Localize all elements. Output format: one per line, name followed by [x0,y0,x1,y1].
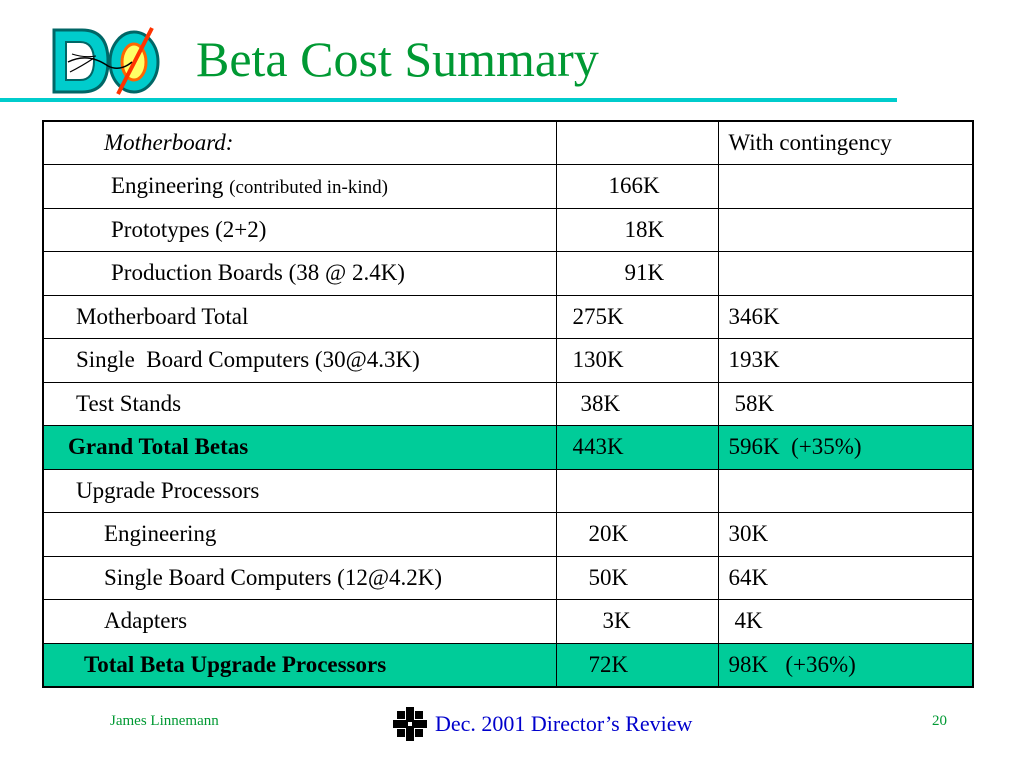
row-cost: 166K [556,165,718,209]
row-label: Grand Total Betas [43,426,556,470]
row-label: Adapters [43,600,556,644]
row-cost: 130K [556,339,718,383]
row-contingency: 193K [718,339,973,383]
row-contingency: 596K (+35%) [718,426,973,470]
row-contingency [718,252,973,296]
row-label: Production Boards (38 @ 2.4K) [43,252,556,296]
row-contingency [718,469,973,513]
table-row [43,121,973,165]
row-label: Single Board Computers (30@4.3K) [43,339,556,383]
row-label: Upgrade Processors [43,469,556,513]
row-cost: 38K [556,382,718,426]
table-row [43,165,973,209]
row-label: Motherboard: [43,121,556,165]
table-row [43,469,973,513]
row-contingency: 30K [718,513,973,557]
row-label: Prototypes (2+2) [43,208,556,252]
row-label: Single Board Computers (12@4.2K) [43,556,556,600]
table-row-grand-total [43,426,973,470]
cost-table-container [42,120,972,688]
table-row [43,208,973,252]
slide-title: Beta Cost Summary [196,31,599,87]
row-label: Engineering [43,513,556,557]
table-row [43,252,973,296]
table-row-upgrade-total [43,643,973,687]
table-row [43,382,973,426]
table-row [43,556,973,600]
row-contingency: 64K [718,556,973,600]
footer-event-text: Dec. 2001 Director’s Review [435,711,693,736]
table-row [43,295,973,339]
row-contingency [718,165,973,209]
row-label: Engineering (contributed in-kind) [43,165,556,209]
row-contingency: 4K [718,600,973,644]
d0-logo [48,22,163,100]
row-label: Total Beta Upgrade Processors [43,643,556,687]
row-contingency: 58K [718,382,973,426]
row-cost: 50K [556,556,718,600]
row-cost: 91K [556,252,718,296]
page-number: 20 [932,713,947,729]
table-row [43,339,973,383]
footer-event [393,706,692,742]
row-cost: 18K [556,208,718,252]
row-cost: 275K [556,295,718,339]
cost-table [42,120,974,688]
row-cost: 72K [556,643,718,687]
footer-author: James Linnemann [110,713,219,729]
row-cost: 20K [556,513,718,557]
row-contingency [718,208,973,252]
table-row [43,513,973,557]
row-contingency: With contingency [718,121,973,165]
row-label: Motherboard Total [43,295,556,339]
title-divider [0,98,897,102]
row-cost: 443K [556,426,718,470]
row-cost [556,469,718,513]
fermilab-logo-icon [393,707,427,741]
row-cost [556,121,718,165]
row-label: Test Stands [43,382,556,426]
row-contingency: 98K (+36%) [718,643,973,687]
row-contingency: 346K [718,295,973,339]
table-row [43,600,973,644]
row-cost: 3K [556,600,718,644]
